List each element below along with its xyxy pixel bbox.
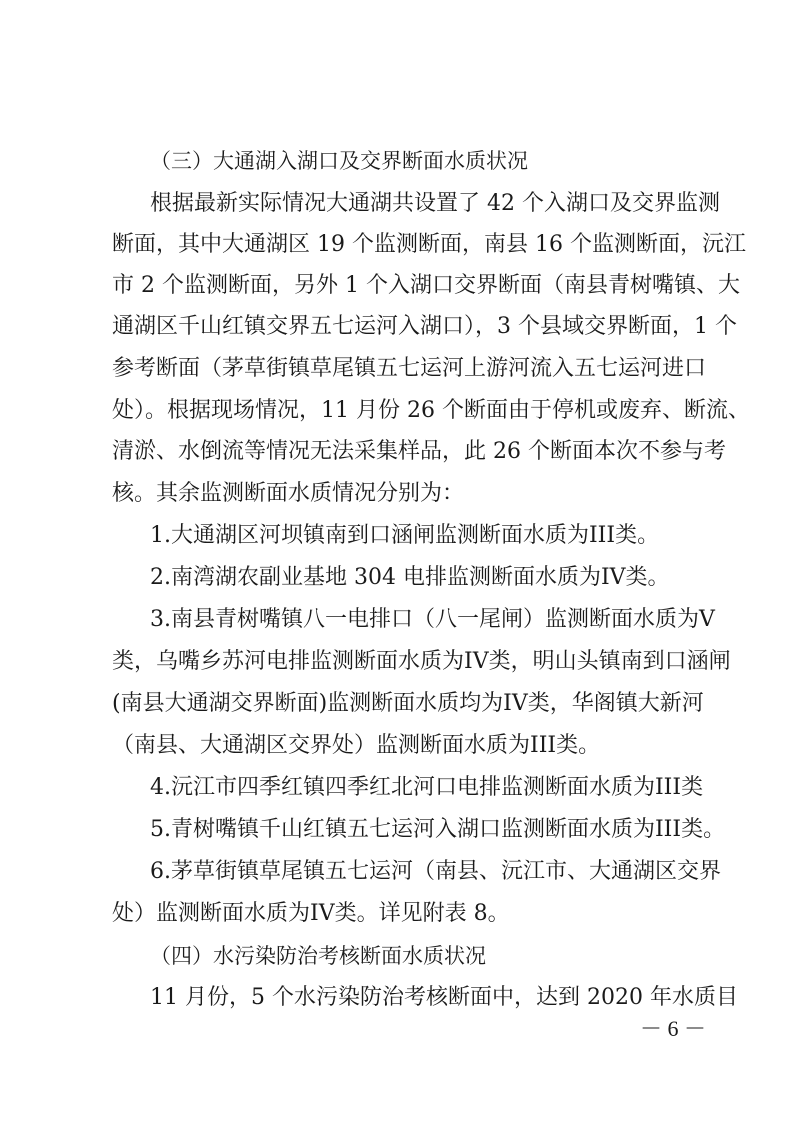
- section-heading-4: （四）水污染防治考核断面水质状况: [150, 944, 486, 968]
- list-item: 4.沅江市四季红镇四季红北河口电排监测断面水质为III类: [150, 775, 704, 800]
- paragraph-line: 11 月份，5 个水污染防治考核断面中，达到 2020 年水质目: [150, 985, 738, 1010]
- list-item: 6.茅草街镇草尾镇五七运河（南县、沅江市、大通湖区交界: [150, 859, 721, 884]
- paragraph-line: 核。其余监测断面水质情况分别为：: [112, 481, 465, 506]
- paragraph-line: 市 2 个监测断面，另外 1 个入湖口交界断面（南县青树嘴镇、大: [112, 273, 740, 298]
- paragraph-line: 处）。根据现场情况，11 月份 26 个断面由于停机或废弃、断流、: [112, 398, 750, 423]
- paragraph-line: 清淤、水倒流等情况无法采集样品，此 26 个断面本次不参与考: [112, 439, 726, 464]
- list-item: 5.青树嘴镇千山红镇五七运河入湖口监测断面水质为III类。: [150, 817, 726, 842]
- list-item-continuation: 类，乌嘴乡苏河电排监测断面水质为IV类，明山头镇南到口涵闸: [112, 649, 731, 674]
- page-number: － 6 －: [640, 1016, 707, 1041]
- list-item-continuation: (南县大通湖交界断面)监测断面水质均为IV类，华阁镇大新河: [112, 691, 704, 716]
- list-item-continuation: 处）监测断面水质为IV类。详见附表 8。: [112, 901, 510, 926]
- section-heading-3: （三）大通湖入湖口及交界断面水质状况: [150, 149, 528, 173]
- list-item: 1.大通湖区河坝镇南到口涵闸监测断面水质为III类。: [150, 523, 660, 548]
- list-item-continuation: （南县、大通湖区交界处）监测断面水质为III类。: [112, 733, 601, 758]
- paragraph-line: 通湖区千山红镇交界五七运河入湖口），3 个县域交界断面，1 个: [112, 314, 737, 339]
- paragraph-line: 根据最新实际情况大通湖共设置了 42 个入湖口及交界监测: [150, 191, 720, 216]
- list-item: 2.南湾湖农副业基地 304 电排监测断面水质为IV类。: [150, 565, 670, 590]
- paragraph-line: 参考断面（茅草街镇草尾镇五七运河上游河流入五七运河进口: [112, 356, 707, 381]
- paragraph-line: 断面，其中大通湖区 19 个监测断面，南县 16 个监测断面，沅江: [112, 232, 746, 257]
- list-item: 3.南县青树嘴镇八一电排口（八一尾闸）监测断面水质为V: [150, 607, 715, 632]
